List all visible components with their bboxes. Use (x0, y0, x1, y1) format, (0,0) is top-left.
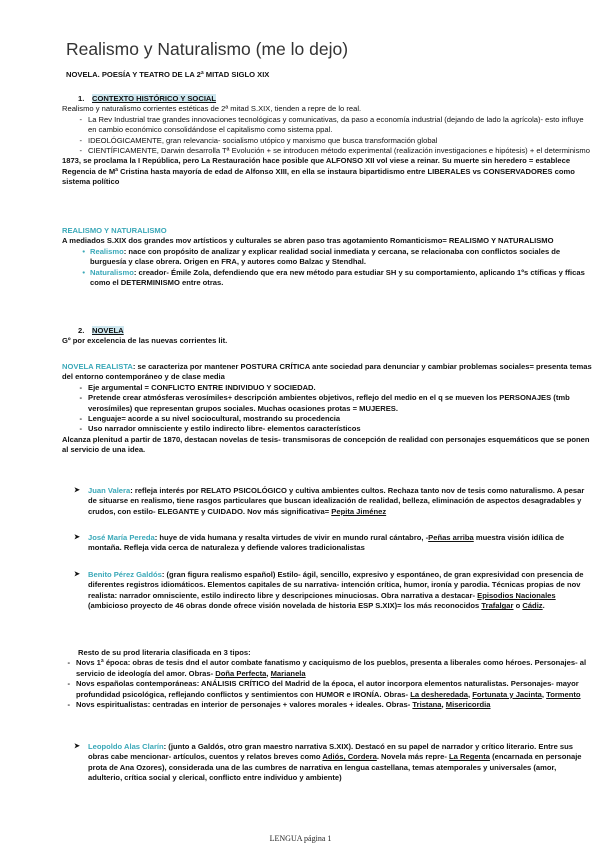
paragraph: 1873, se proclama la I República, pero La Restauración hace posible que ALFONSO XII vol viese a reinar. Su muerte sin heredero = establece Regencia de Mª Cristina hasta mayoría de edad de Alfonso XIII, en ella se instaura bipartidismo entre LIBERALES vs CONSERVADORES como sistema político (62, 156, 575, 187)
arrow-icon: ➤ (74, 487, 80, 494)
section-heading: REALISMO Y NATURALISMO (62, 226, 167, 235)
dash-icon: - (79, 135, 82, 145)
arrow-icon: ➤ (74, 534, 80, 541)
dash-icon: - (79, 424, 82, 434)
dash-icon: - (79, 382, 82, 392)
dash-icon: - (79, 414, 82, 424)
section-context (62, 94, 592, 188)
bullet-icon: • (82, 246, 85, 256)
page-footer: LENGUA página 1 (269, 834, 332, 843)
arrow-icon: ➤ (74, 743, 80, 750)
list-item: - Novs 1ª época: obras de tesis dnd el autor combate fanatismo y caciquismo de los pueblos, presenta a liberales como héroes. Personajes- al servicio de ideología del amor. Obras- Doña Perfecta, Marianela (62, 658, 592, 679)
paragraph: Realismo y naturalismo corrientes estéticas de 2ª mitad S.XIX, tienden a repre de lo real. (62, 104, 362, 114)
author-pereda: ➤ José María Pereda: huye de vida humana y resalta virtudes de vivir en mundo rural cántabro, -Peñas arriba muestra visión idílica de montaña. Refleja vida cerca de naturaleza y defiende valores tradicionalistas (62, 533, 592, 554)
dash-icon: - (67, 700, 70, 710)
paragraph: A mediados S.XIX dos grandes mov artísticos y culturales se abren paso tras agotamiento Romanticismo= REALISMO Y NATURALISMO (62, 236, 554, 246)
dash-icon: - (79, 146, 82, 156)
bullet-icon: • (82, 267, 85, 277)
paragraph: Resto de su prod literaria clasificada en 3 tipos: (78, 648, 251, 657)
list-item: • Naturalismo: creador- Émile Zola, defendiendo que era new método para estudiar SH y su comportamiento, aplicando 1ºs ctíficas y fficas como el DETERMINISMO entre otras. (62, 268, 592, 289)
list-item: - Eje argumental = CONFLICTO ENTRE INDIVIDUO Y SOCIEDAD. (62, 383, 592, 393)
list-item: - La Rev Industrial trae grandes innovaciones tecnológicas y comunicativas, da paso a economía industrial (dejando de lado la agrícola)- esto influye en cambio económico consolidándose el capitalismo como sistema ppal. (62, 115, 592, 136)
dash-icon: - (67, 658, 70, 668)
list-item: - Uso narrador omnisciente y estilo indirecto libre- elementos característicos (62, 424, 592, 434)
list-item: - CIENTÍFICAMENTE, Darwin desarrolla Tª Evolución + se introducen método experimental (realización investigaciones e hipótesis) + el determinismo (62, 146, 592, 156)
author-valera: ➤ Juan Valera: refleja interés por RELATO PSICOLÓGICO y cultiva ambientes cultos. Rechaza tanto nov de tesis como naturalismo. A pesar de situarse en realismo, tiene rasgos particulares que buscan idealización de realidad, belleza, eliminación de aspectos desagradables y crudos, con estilo- ELEGANTE y CUIDADO. Nov más significativa= Pepita Jiménez (62, 486, 592, 517)
paragraph: Gº por excelencia de las nuevas corrientes lit. (62, 336, 228, 346)
subtitle: NOVELA. POESÍA Y TEATRO DE LA 2ª MITAD SIGLO XIX (66, 70, 270, 79)
dash-icon: - (79, 114, 82, 124)
author-galdos: ➤ Benito Pérez Galdós: (gran figura realismo español) Estilo- ágil, sencillo, expresivo y espontáneo, de gran expresividad con presencia de diferentes registros idiomáticos. Elementos capitales de su narrativa- intención crítica, humor, ironía y parodia. Técnicas propias de nov realista: narrador omnisciente, estilo indirecto libre y descripciones minuciosas. Obra narrativa a destacar- Episodios Nacionales (ambicioso proyecto de 46 obras donde ofrece visión novelada de historia ESP S.XIX)= los más reconocidos Trafalgar o Cádiz. (62, 570, 592, 612)
list-item: - Novs españolas contemporáneas: ANÁLISIS CRÍTICO del Madrid de la época, el autor incorpora elementos naturalistas. Personajes- mayor profundidad psicológica, reflejando conflictos y sentimientos con HUMOR e IRONÍA. Obras- La desheredada, Fortunata y Jacinta, Tormento (62, 679, 592, 700)
paragraph: NOVELA REALISTA: se caracteriza por mantener POSTURA CRÍTICA ante sociedad para denunciar y cambiar problemas sociales= presenta temas del entorno contemporáneo y de clase media (62, 362, 592, 382)
galdos-production (62, 648, 592, 710)
section-novela-realista (62, 362, 592, 456)
author-clarin: ➤ Leopoldo Alas Clarín: (junto a Galdós, otro gran maestro narrativa S.XIX). Destacó en su papel de narrador y crítico literario. Entre sus obras cabe mencionar- artículos, cuentos y relatos breves como Adiós, Cordera. Novela más repre- La Regenta (encarnada en personaje prota de Ana Ozores), considerada una de las cumbres de narrativa en lengua castellana, temas atemporales y universales (amor, adulterio, crítica social y clerical, conflicto entre individuo y ambiente) (62, 742, 592, 784)
section-heading: 2. NOVELA (78, 326, 124, 335)
section-novela (62, 326, 592, 347)
page-title: Realismo y Naturalismo (me lo dejo) (66, 39, 349, 59)
section-heading: 1. CONTEXTO HISTÓRICO Y SOCIAL (78, 94, 217, 103)
arrow-icon: ➤ (74, 571, 80, 578)
list-item: - Pretende crear atmósferas verosímiles+ descripción ambientes objetivos, reflejo del medio en el q se mueven los PERSONAJES (tmb verosímiles) que representan grupos sociales. Muchas ocasiones protas = MUJERES. (62, 393, 592, 414)
list-item: - Novs espiritualistas: centradas en interior de personajes + valores morales + ideales. Obras- Tristana, Misericordia (62, 700, 592, 710)
list-item: • Realismo: nace con propósito de analizar y explicar realidad social inmediata y cercana, se relacionaba con conflictos sociales de burguesía y clase obrera. Origen en FRA, y autores como Balzac y Stendhal. (62, 247, 592, 268)
list-item: - IDEOLÓGICAMENTE, gran relevancia- socialismo utópico y marxismo que busca transformación global (62, 136, 592, 146)
list-item: - Lenguaje= acorde a su nivel sociocultural, mostrando su procedencia (62, 414, 592, 424)
dash-icon: - (79, 393, 82, 403)
section-realismo-naturalismo (62, 226, 592, 288)
dash-icon: - (67, 679, 70, 689)
paragraph: Alcanza plenitud a partir de 1870, destacan novelas de tesis- transmisoras de concepción de realidad con personajes esquemáticos que se ponen al servicio de una idea. (62, 434, 590, 455)
